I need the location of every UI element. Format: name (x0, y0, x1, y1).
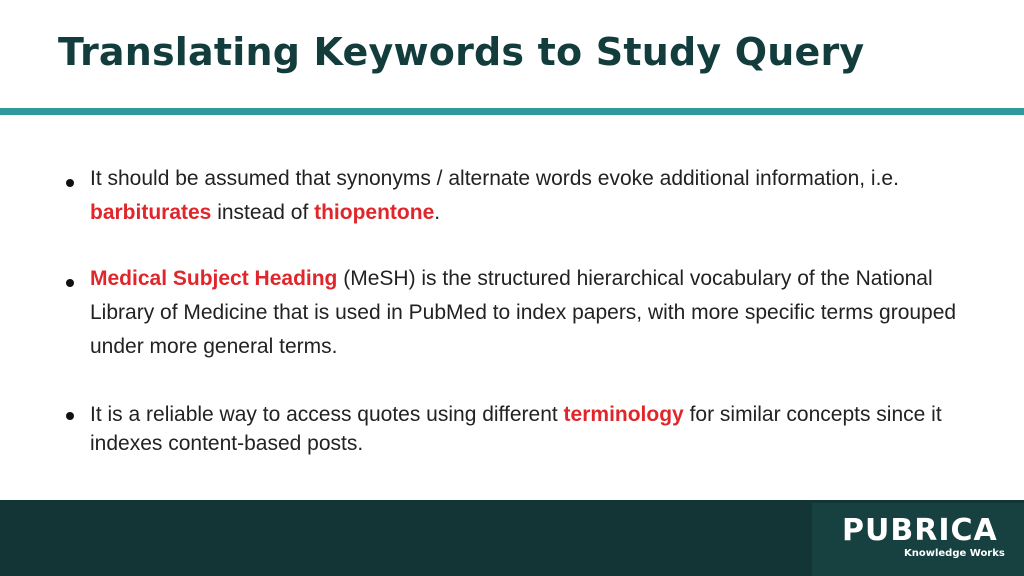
bullet-item-terminology (62, 400, 982, 458)
bullet-text: for similar concepts since it indexes content-based posts. (90, 403, 942, 455)
highlight-term: barbiturates (90, 201, 212, 224)
bullet-text: . (434, 201, 441, 224)
bullet-text: (MeSH) is the structured hierarchical vocabulary of the National Library of Medicine that is used in PubMed to index papers, with more specific terms grouped under more general terms. (90, 267, 957, 358)
bullet-list (62, 162, 982, 458)
pubrica-logo (812, 503, 1024, 576)
bullet-text: instead of (211, 201, 315, 224)
bullet-text: It should be assumed that synonyms / alternate words evoke additional information, i.e. (90, 167, 899, 190)
highlight-term: Medical Subject Heading (90, 267, 338, 290)
bullet-dot-icon (66, 279, 74, 287)
highlight-term: thiopentone (314, 201, 435, 224)
slide-title: Translating Keywords to Study Query (58, 30, 865, 74)
bullet-item-mesh (62, 262, 982, 364)
bullet-dot-icon (66, 412, 74, 420)
title-divider (0, 108, 1024, 115)
bullet-dot-icon (66, 179, 74, 187)
logo-tagline: Knowledge Works (904, 548, 1005, 559)
highlight-term: terminology (563, 403, 684, 426)
bullet-item-synonyms (62, 162, 982, 230)
bullet-text: It is a reliable way to access quotes using different (90, 403, 564, 426)
logo-wordmark: PUBRICA (842, 513, 998, 548)
